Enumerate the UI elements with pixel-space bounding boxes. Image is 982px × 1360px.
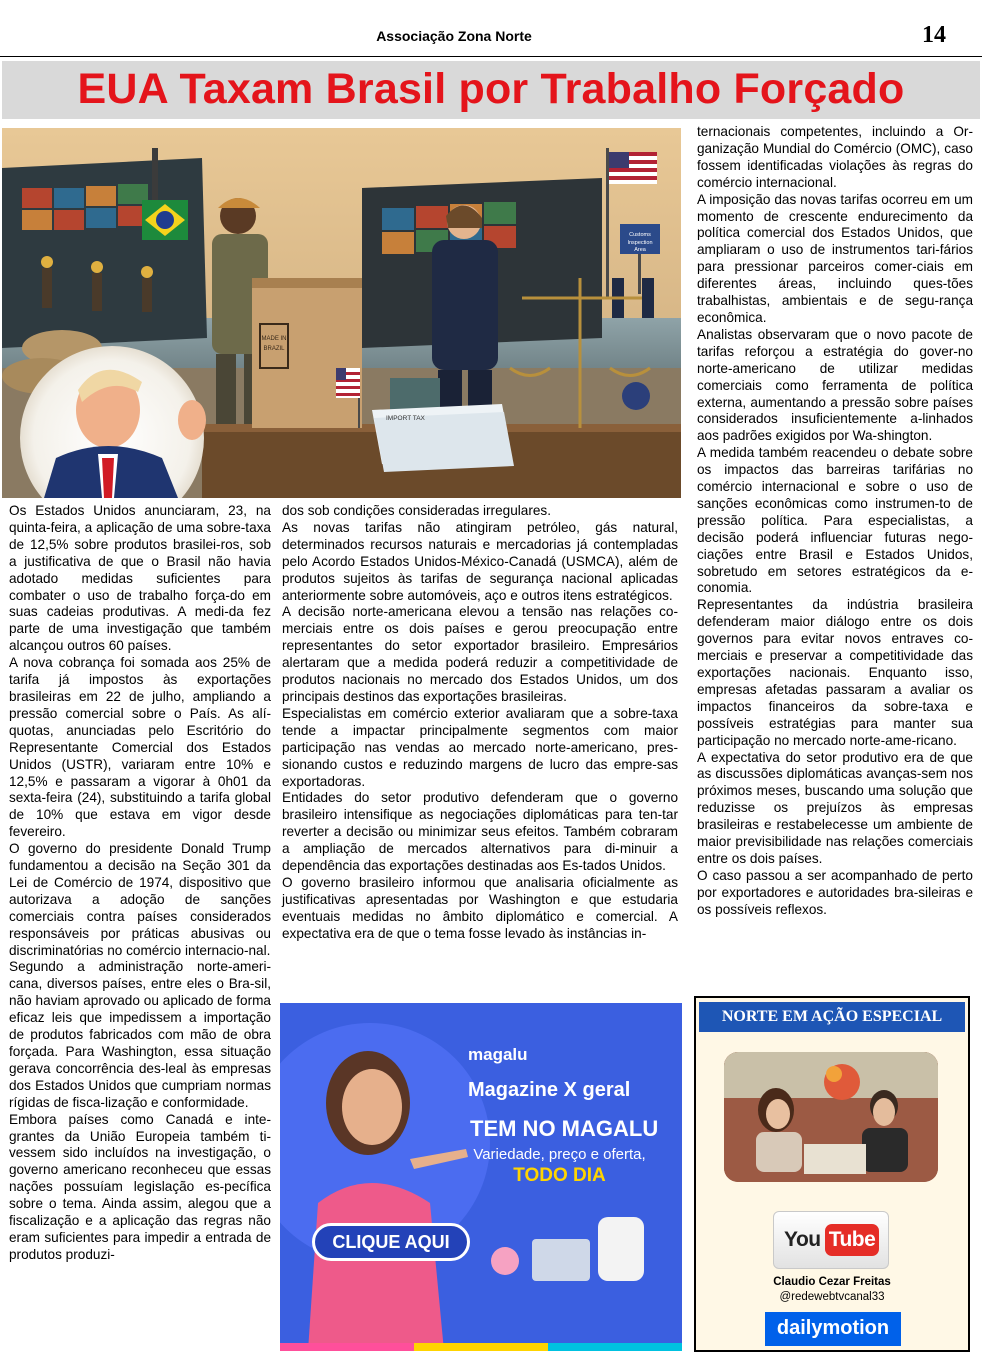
clique-aqui-button[interactable]: CLIQUE AQUI [312, 1223, 470, 1261]
newsletter-org-name: Associação Zona Norte [376, 28, 532, 44]
magalu-logo: magalu [468, 1045, 528, 1064]
page-number: 14 [922, 22, 946, 48]
article-paragraph: A nova cobrança foi somada aos 25% de tarifa já impostos às exportações brasileiras em 22 de julho, ampliando a pressão comercial sobre o País. As alí-quotas, anunciadas pelo Escritório do Representante Comercial dos Estados Unidos (USTR), variaram entre 10% e 12,5% e passaram a vigorar à 0h01 da sexta-feira (24), substituindo a tarifa global de 10% que estava em vigor desde fevereiro. [9, 655, 271, 840]
youtube-you-text: You [784, 1228, 821, 1251]
sidebar-title: NORTE EM AÇÃO ESPECIAL [699, 1002, 965, 1032]
ad-headline: TEM NO MAGALU [470, 1116, 659, 1141]
article-paragraph: Especialistas em comércio exterior avaliaram que a sobre-taxa tende a impactar principalmente segmentos com maior participação nas vendas ao mercado norte-americano, pres-sionando custos e reduzindo margens de lucro das empre-sas exportadoras. [282, 705, 678, 789]
article-paragraph: Embora países como Canadá e inte-grantes da União Europeia também ti-vessem sido incluídos na investigação, o governo americano reconheceu que essas nações possuíam legislação es-pecífica sobre o tema. Ainda assim, alegou que a fiscalização e a aplicação das regras não eram suficientes para impedir a entrada de produtos produzi- [9, 1111, 271, 1262]
article-paragraph: A imposição das novas tarifas ocorreu em um momento de crescente endurecimento da política comercial dos Estados Unidos, que ampliaram o uso de instrumentos tari-fários para pressionar parceiros comer-ciais em diferentes áreas, incluindo ques-tões trabalhistas, ambientais e de segu-rança econômica. [697, 191, 973, 325]
header-rule [0, 56, 982, 57]
article-paragraph: O caso passou a ser acompanhado de perto por exportadores e autoridades bra-sileiras e os possíveis reflexos. [697, 867, 973, 917]
article-column-3 [697, 124, 973, 919]
article-paragraph: Segundo a administração norte-ameri-cana, diversos países, entre eles o Bra-sil, não haviam aprovado ou aplicado de forma eficaz leis que impedissem a importação de produtos fabricados com mão de obra forçada. Para Washington, essa situação gerava concorrência des-leal às empresas dos Estados Unidos que cumpriam normas rígidas de fisca-lização e conformidade. [9, 959, 271, 1110]
article-paragraph: O governo brasileiro informou que analisaria oficialmente as justificativas apresentadas por Washington e que estudaria eventuais medidas no âmbito diplomático e comercial. A expectativa era de que o tema fosse levado às instâncias in- [282, 874, 678, 941]
article-paragraph: Analistas observaram que o novo pacote de tarifas reforçou a estratégia do gover-no norte-americano de utilizar medidas comerciais como ferramenta de política externa, aumentando a pressão sobre países considerados insuficientemente a-linhados aos padrões exigidos por Wa-shington. [697, 326, 973, 444]
host-name: Claudio Cezar Freitas [773, 1276, 891, 1288]
svg-text:Inspection: Inspection [627, 240, 653, 246]
brazil-flag [142, 200, 188, 240]
port-scene-image [2, 128, 681, 498]
headline-banner [2, 61, 980, 119]
sidebar-photo [724, 1052, 938, 1182]
article-paragraph: O governo do presidente Donald Trump fundamentou a decisão na Seção 301 da Lei de Comércio de 1974, dispositivo que autorizava a adoção de sanções comerciais contra países considerados responsáveis por práticas abusivas ou discriminatórias no comércio internacio-nal. [9, 841, 271, 958]
svg-text:MADE IN: MADE IN [261, 336, 287, 342]
couple-photo-art [724, 1052, 938, 1182]
article-paragraph: Os Estados Unidos anunciaram, 23, na quinta-feira, a aplicação de uma sobre-taxa de 12,5% sobre produtos brasilei-ros, sob a justificativa de que o Brasil não havia adotado medidas suficientes para combater o uso de trabalho força-do em suas cadeias produtivas. A medi-da fez parte de uma investigação que também alcançou outros 60 países. [9, 503, 271, 654]
magazine-store-name: Magazine X geral [468, 1079, 631, 1101]
channel-handle[interactable]: @redewebtvcanal33 [779, 1291, 885, 1303]
headline: EUA Taxam Brasil por Trabalho Forçado [77, 65, 905, 113]
made-in-brazil-crate [252, 278, 362, 428]
svg-text:Customs: Customs [629, 232, 651, 238]
article-column-1 [9, 503, 271, 1264]
article-paragraph: A medida também reacendeu o debate sobre os impactos das barreiras tarifárias no comércio internacional e sobre o uso de sanções econômicas como instrumen-to de pressão política. Para especialistas, a decisão poderá influenciar futuras nego-ciações entre Brasil e Estados Unidos, sobretudo em setores estratégicos da e-conomia. [697, 445, 973, 596]
article-paragraph: ternacionais competentes, incluindo a Or-ganização Mundial do Comércio (OMC), caso fossem identificadas violações às regras do comércio internacional. [697, 124, 973, 190]
magalu-advertisement[interactable] [280, 1003, 682, 1351]
svg-text:Area: Area [634, 247, 646, 253]
svg-text:BRAZIL: BRAZIL [263, 346, 285, 352]
import-tax-documents [372, 404, 514, 472]
article-paragraph: A decisão norte-americana elevou a tensão nas relações co-merciais entre os dois países e gerou preocupação entre representantes do setor exportador brasileiro. Empresários alertaram que a medida poderá reduzir a competitividade de produtos nacionais no mercado dos Estados Unidos, um dos principais destinos das exportações brasileiras. [282, 604, 678, 704]
ad-subheadline: Variedade, preço e oferta, [473, 1146, 646, 1163]
article-illustration [2, 128, 681, 498]
article-paragraph: Representantes da indústria brasileira defenderam maior diálogo entre os dois governos para evitar novos entraves co-merciais e preservar a competitividade das exportações nacionais. Enquanto isso, empresas afetadas passaram a avaliar os impactos financeiros da sobre-taxa e possíveis estratégias para manter sua participação no mercado norte-ame-ricano. [697, 597, 973, 748]
seal-emblem [622, 382, 650, 410]
youtube-logo[interactable] [773, 1211, 889, 1269]
norte-em-acao-box [694, 996, 970, 1352]
youtube-tube-badge: Tube [825, 1224, 879, 1256]
article-column-2 [282, 503, 678, 943]
dailymotion-logo[interactable]: dailymotion [765, 1312, 901, 1346]
ad-tagline: TODO DIA [513, 1165, 606, 1186]
article-paragraph: Entidades do setor produtivo defenderam que o governo brasileiro intensifique as negociações diplomáticas para ten-tar reverter a decisão ou minimizar seus efeitos. Também cobraram a ampliação de mercados alternativos para di-minuir a dependência das exportações destinadas aos Es-tados Unidos. [282, 790, 678, 874]
left-cargo-ship [2, 148, 207, 348]
article-paragraph: As novas tarifas não atingiram petróleo, gás natural, determinados recursos naturais e mercadorias já contempladas pelo Acordo Estados Unidos-México-Canadá (USMCA), além de produtos sujeitos às tarifas de segurança nacional aplicadas anteriormente sobre automóveis, aço e outros itens estratégicos. [282, 519, 678, 603]
svg-text:IMPORT TAX: IMPORT TAX [386, 415, 425, 422]
article-paragraph: dos sob condições consideradas irregulares. [282, 503, 552, 518]
article-paragraph: A expectativa do setor produtivo era de que as discussões diplomáticas avanças-sem nos próximos meses, buscando uma solução que reduzisse os prejuízos às empresas brasileiras e restabelecesse um ambiente de maior previsibilidade nas relações comerciais entre os dois países. [697, 749, 973, 866]
